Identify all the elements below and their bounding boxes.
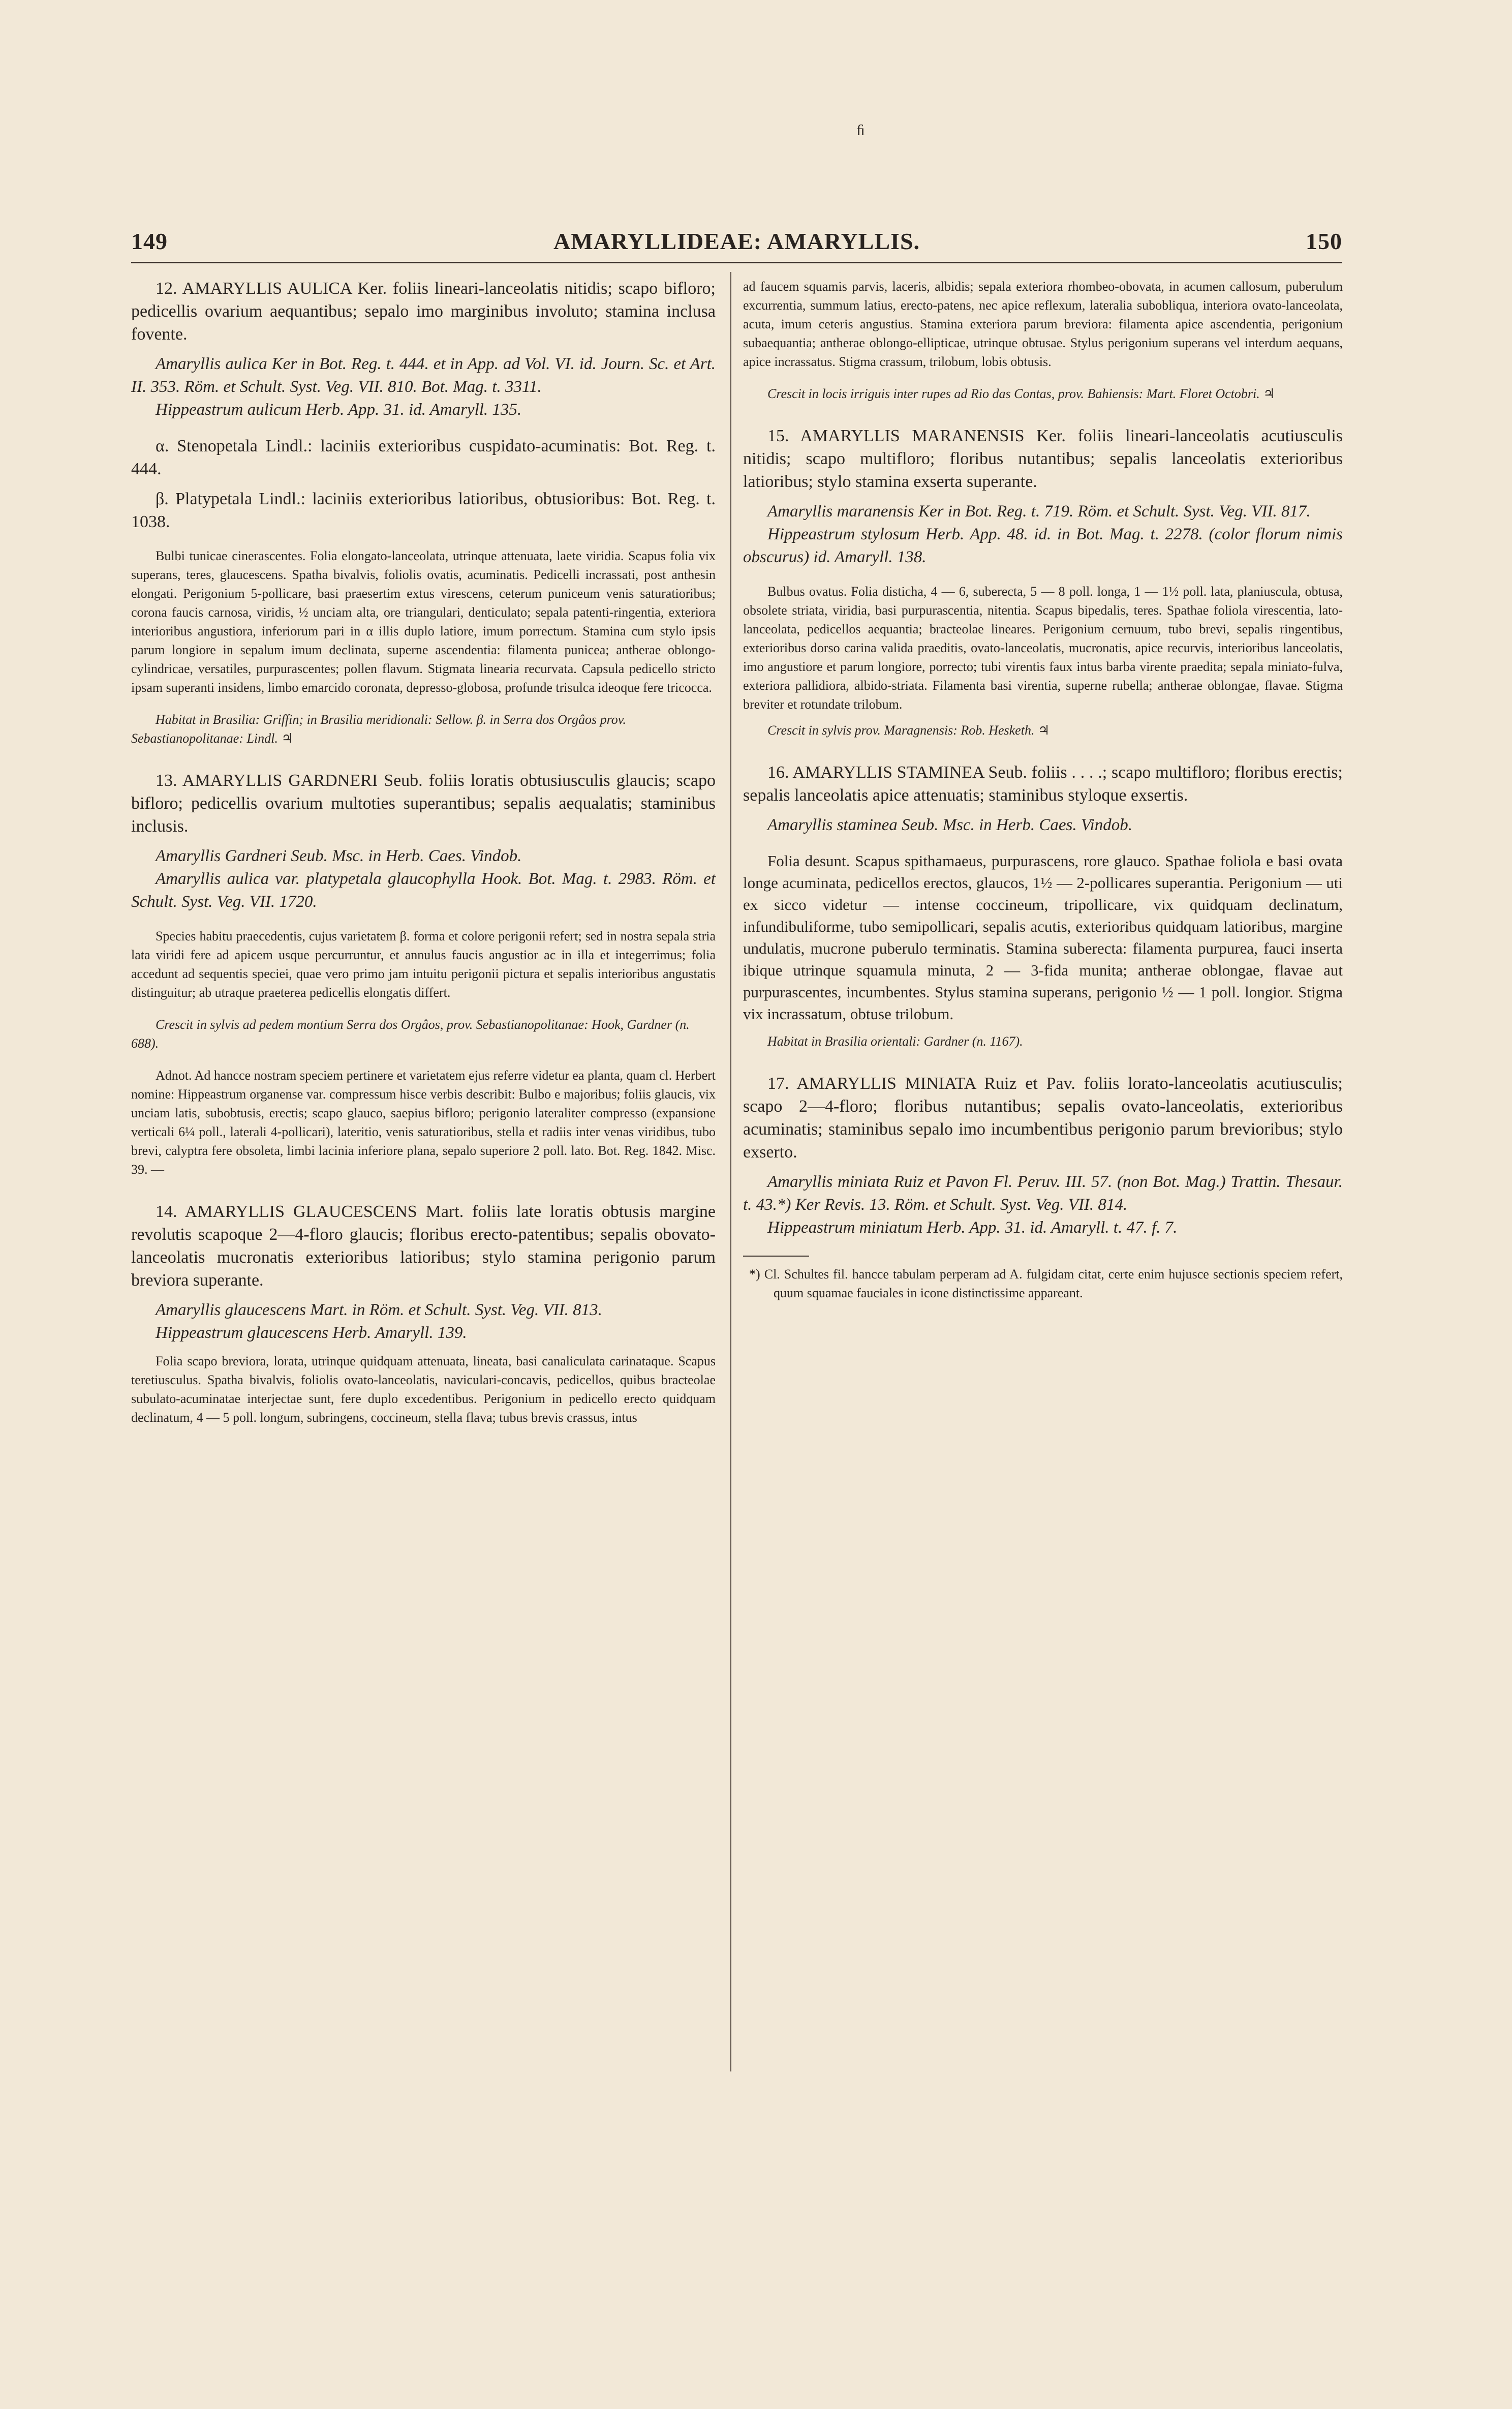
species-14-description: Folia scapo breviora, lorata, utrinque quidquam attenuata, lineata, basi canaliculata carinataque. Scapus teretiusculus. Spatha bivalvis, foliolis ovato-lanceolatis, naviculari-concavis, pedicellos, quibus bracteolae subulato-acuminatae interjectae sunt, fere duplo excedentibus. Perigonium in pedicello erecto quidquam declinatum, 4 — 5 poll. longum, subringens, coccineum, stella flava; tubus brevis crassus, intus: [131, 1354, 716, 1425]
species-14-synonym-2: Hippeastrum glaucescens Herb. Amaryll. 139.: [156, 1324, 467, 1342]
species-17-synonym-2: Hippeastrum miniatum Herb. App. 31. id. Amaryll. t. 47. f. 7.: [767, 1218, 1178, 1237]
species-13-diagnosis: 13. AMARYLLIS GARDNERI Seub. foliis loratis obtusiusculis glaucis; scapo bifloro; pedicellis ovarium multoties superantibus; sepalis aequalatis; staminibus inclusis.: [131, 771, 716, 836]
species-16-synonym-1: Amaryllis staminea Seub. Msc. in Herb. Caes. Vindob.: [767, 816, 1132, 834]
species-14-synonym-1: Amaryllis glaucescens Mart. in Röm. et Schult. Syst. Veg. VII. 813.: [156, 1301, 602, 1319]
species-12-diagnosis: 12. AMARYLLIS AULICA Ker. foliis lineari-lanceolatis nitidis; scapo bifloro; pedicellis ovarium aequantibus; sepalo imo marginibus involuto; stamina inclusa fovente.: [131, 279, 716, 344]
species-15-description: Bulbus ovatus. Folia disticha, 4 — 6, suberecta, 5 — 8 poll. longa, 1 — 1½ poll. lata, planiuscula, obtusa, obsolete striata, viridia, basi purpurascentia, nitentia. Scapus bipedalis, teres. Spathae foliola virescentia, lato-lanceolata, pedicellos aequantia; bracteolae lineares. Perigonium cernuum, tubo brevi, sepalis ringentibus, exterioribus dorso carina valida praeditis, ovato-lanceolatis, mucronatis, apice recurvis, interioribus lanceolatis, imo angustiore et parum longiore, porrecto; tubi virentis faux intus barba virente praedita; sepala miniato-fulva, exteriora pallidiora, albido-striata. Filamenta basi virentia, superne rubella; antherae oblongae, flavae. Stigma breviter et rotundate trilobum.: [743, 584, 1343, 712]
species-12-synonym-1: Amaryllis aulica Ker in Bot. Reg. t. 444. et in App. ad Vol. VI. id. Journ. Sc. et Art. II. 353. Röm. et Schult. Syst. Veg. VII. 810. Bot. Mag. t. 3311.: [131, 355, 716, 396]
running-title: AMARYLLIDEAE: AMARYLLIS.: [553, 228, 920, 254]
footnote: *) Cl. Schultes fil. hancce tabulam perperam ad A. fulgidam citat, certe enim hujusce sectionis speciem refert, quum squamae fauciales in icone distinctissime appareant.: [749, 1267, 1343, 1300]
column-rule: [730, 272, 731, 2071]
species-15-synonym-2: Hippeastrum stylosum Herb. App. 48. id. in Bot. Mag. t. 2278. (color florum nimis obscurus) id. Amaryll. 138.: [743, 525, 1343, 566]
species-12-synonym-2: Hippeastrum aulicum Herb. App. 31. id. Amaryll. 135.: [156, 401, 522, 419]
species-12-variety-beta: β. Platypetala Lindl.: laciniis exterioribus latioribus, obtusioribus: Bot. Reg. t. 1038.: [131, 490, 716, 531]
right-column: [743, 277, 1343, 1302]
species-14-habitat: Crescit in locis irriguis inter rupes ad Rio das Contas, prov. Bahiensis: Mart. Floret Octobri. ♃: [767, 386, 1275, 401]
species-16-description: Folia desunt. Scapus spithamaeus, purpurascens, rore glauco. Spathae foliola e basi ovata longe acuminata, pedicellos erectos, glaucos, 1½ — 2-pollicares superantia. Perigonium — uti ex sicco videtur — intense coccineum, tripollicare, vix quidquam declinatum, infundibuliforme, tubo semipollicari, sepalis acutis, exterioribus quidquam latioribus, margine undulatis, mucrone puberulo terminatis. Stamina suberecta: filamenta purpurea, fauci inserta ibique utrinque squamula minuta, 2 — 3-fida munita; antherae oblongae, flavae aut purpurascentes, incumbentes. Stylus stamina superans, perigonio ½ — 1 poll. longior. Stigma vix incrassatum, obtuse trilobum.: [743, 852, 1343, 1023]
species-16-habitat: Habitat in Brasilia orientali: Gardner (n. 1167).: [767, 1034, 1023, 1049]
species-13-synonym-2: Amaryllis aulica var. platypetala glaucophylla Hook. Bot. Mag. t. 2983. Röm. et Schult. Syst. Veg. VII. 1720.: [131, 870, 716, 911]
species-14-diagnosis: 14. AMARYLLIS GLAUCESCENS Mart. foliis late loratis obtusis margine revolutis scapoque 2—4-floro glaucis; floribus erecto-patentibus; sepalis obovato-lanceolatis mucronatis exterioribus latioribus; stylo stamina perigonio parum breviora superante.: [131, 1202, 716, 1290]
species-13-description: Species habitu praecedentis, cujus varietatem β. forma et colore perigonii refert; sed in nostra sepala stria lata viridi fere ad apicem usque percurruntur, et annulus faucis angustior ac in illa et integerrimus; folia accedunt ad sequentis speciei, quae vero primo jam intuitu perigonii pictura et sepalis interioribus angustatis distinguitur; ab utraque praeterea pedicellis elongatis differt.: [131, 929, 716, 1000]
species-15-diagnosis: 15. AMARYLLIS MARANENSIS Ker. foliis lineari-lanceolatis acutiusculis nitidis; scapo multifloro; floribus nutantibus; sepalis lanceolatis exterioribus latioribus; stylo stamina exserta superante.: [743, 426, 1343, 491]
species-15-habitat: Crescit in sylvis prov. Maragnensis: Rob. Hesketh. ♃: [767, 723, 1050, 738]
page-number-left: 149: [131, 228, 168, 254]
species-17-diagnosis: 17. AMARYLLIS MINIATA Ruiz et Pav. foliis lorato-lanceolatis acutiusculis; scapo 2—4-floro; floribus nutantibus; sepalis ovato-lanceolatis, exterioribus acuminatis; staminibus sepalo imo incumbentibus perigonio parum brevioribus; stylo exserto.: [743, 1074, 1343, 1162]
species-14-description-continued: ad faucem squamis parvis, laceris, albidis; sepala exteriora rhombeo-obovata, in acumen callosum, puberulum excurrentia, summum latius, erecto-patens, nec apice reflexum, lateralia subobliqua, interiora ovato-lanceolata, acuta, imum ceteris angustius. Stamina exteriora parum breviora: filamenta apice ascendentia, perigonium subaequantia; antherae oblongo-ellipticae, utrinque obtusae. Stylus perigonium superans vel interdum aequans, apice incrassatus. Stigma crassum, trilobum, lobis obtusis.: [743, 279, 1343, 369]
species-12-variety-alpha: α. Stenopetala Lindl.: laciniis exterioribus cuspidato-acuminatis: Bot. Reg. t. 444.: [131, 437, 716, 478]
left-column: [131, 277, 716, 1427]
header-rule: [131, 262, 1342, 263]
species-13-annotation: Adnot. Ad hancce nostram speciem pertinere et varietatem ejus referre videtur ea planta, quam cl. Herbert nomine: Hippeastrum organense var. compressum hisce verbis describit: Bulbo e majoribus; foliis glaucis, vix unciam latis, subobtusis, erectis; scapo glauco, saepius bifloro; perigonio lateraliter compresso (expansione verticali 6¼ poll., laterali 4-pollicari), lateritio, venis saturatioribus, stella et radiis inter venas viridibus, tubo brevi, calyptra fere obsoleta, limbi lacinia inferiore plana, sepalo superiore 2 poll. lato. Bot. Reg. 1842. Misc. 39. —: [131, 1068, 716, 1177]
stray-mark: ﬁ: [856, 122, 865, 139]
species-13-habitat: Crescit in sylvis ad pedem montium Serra dos Orgâos, prov. Sebastianopolitanae: Hook, Gardner (n. 688).: [131, 1017, 690, 1051]
species-13-synonym-1: Amaryllis Gardneri Seub. Msc. in Herb. Caes. Vindob.: [156, 847, 522, 865]
footnote-rule: [743, 1256, 809, 1257]
species-17-synonym-1: Amaryllis miniata Ruiz et Pavon Fl. Peruv. III. 57. (non Bot. Mag.) Trattin. Thesaur. t. 43.*) Ker Revis. 13. Röm. et Schult. Syst. Veg. VII. 814.: [743, 1173, 1343, 1214]
page-number-right: 150: [1306, 228, 1342, 254]
species-12-habitat: Habitat in Brasilia: Griffin; in Brasilia meridionali: Sellow. β. in Serra dos Orgâos prov. Sebastianopolitanae: Lindl. ♃: [131, 712, 626, 746]
species-15-synonym-1: Amaryllis maranensis Ker in Bot. Reg. t. 719. Röm. et Schult. Syst. Veg. VII. 817.: [767, 502, 1311, 521]
species-12-description: Bulbi tunicae cinerascentes. Folia elongato-lanceolata, utrinque attenuata, laete viridia. Scapus folia vix superans, teres, glaucescens. Spatha bivalvis, foliolis ovatis, acuminatis. Pedicelli incrassati, post anthesin elongati. Perigonium 5-pollicare, basi praesertim extus virescens, ceterum puniceum venis saturatioribus; corona faucis carnosa, viridis, ½ unciam alta, ore triangulari, denticulato; sepala patenti-ringentia, exteriora interioribus angustiora, inferiorum pari in α illis duplo latiore, imum porrectum. Stamina cum stylo ipsis parum longiore in sepalum imum declinata, superne ascendentia: filamenta punicea; antherae oblongo-cylindricae, versatiles, purpurascentes; pollen flavum. Stigmata linearia recurvata. Capsula pedicello stricto ipsam superanti insidens, limbo emarcido coronata, depresso-globosa, profunde trisulca ideoque fere tricocca.: [131, 548, 716, 695]
species-16-diagnosis: 16. AMARYLLIS STAMINEA Seub. foliis . . . .; scapo multifloro; floribus erectis; sepalis lanceolatis apice attenuatis; staminibus styloque exsertis.: [743, 763, 1343, 805]
